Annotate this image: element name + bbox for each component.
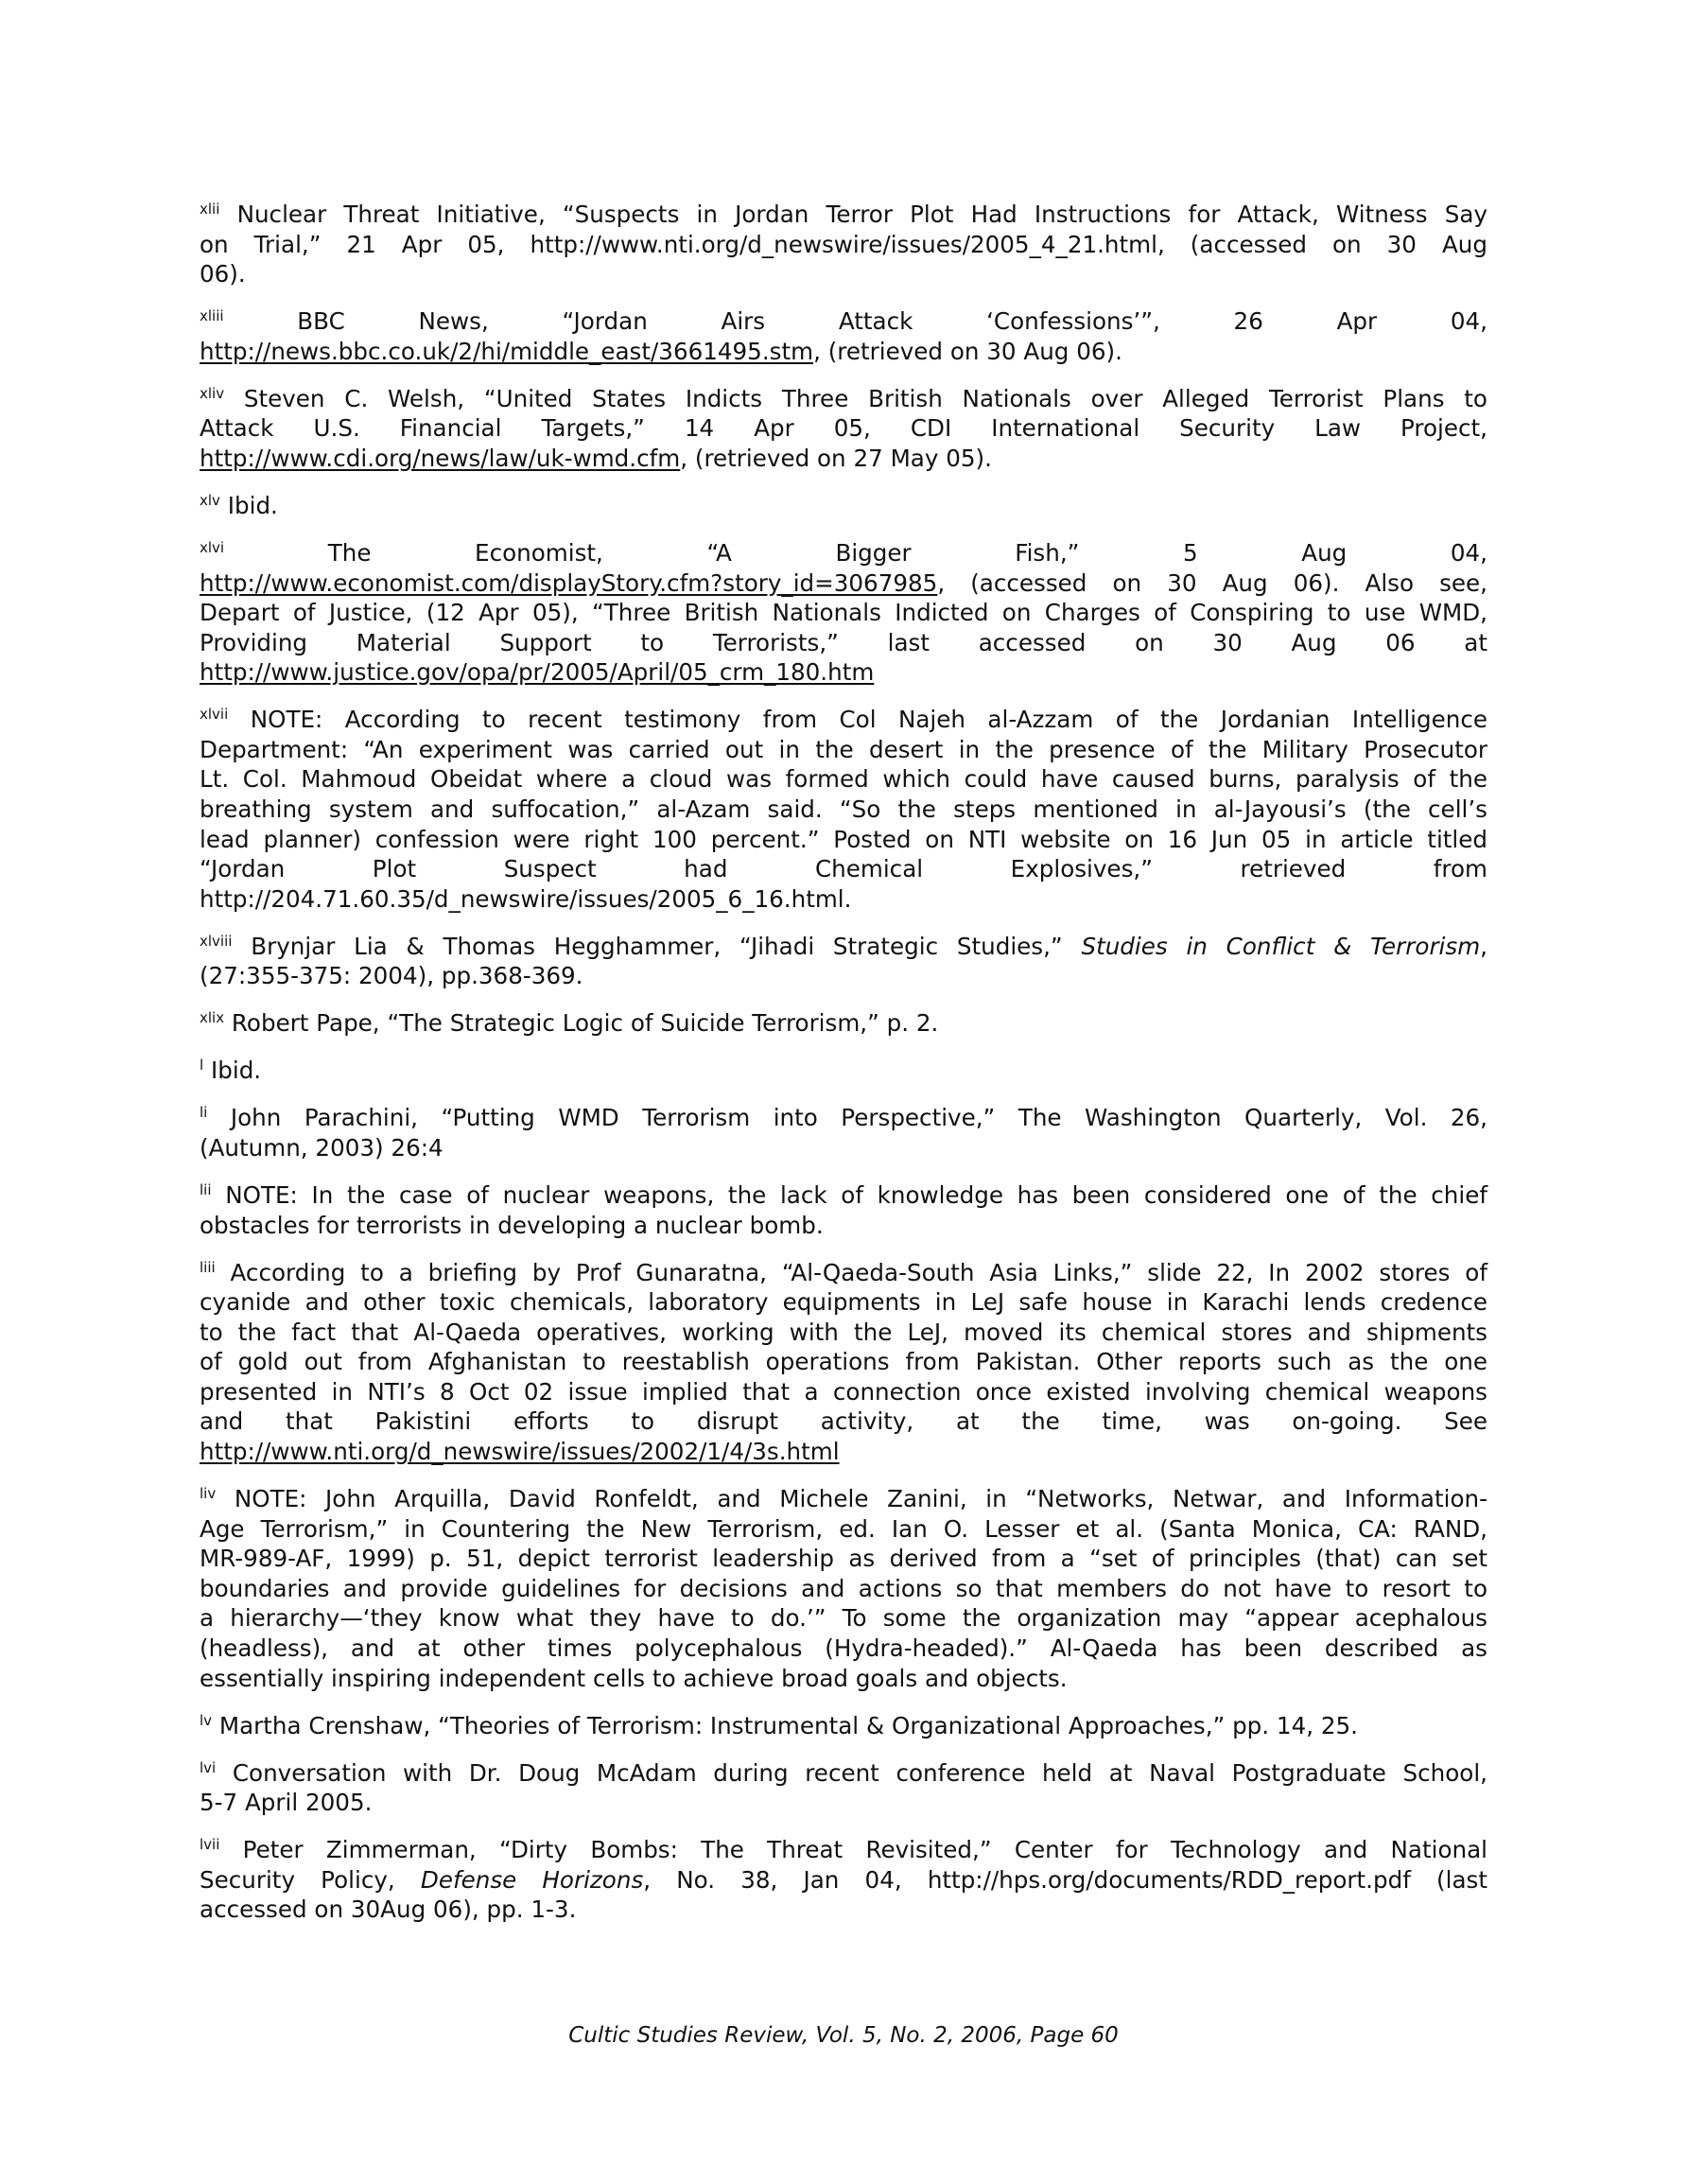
endnote-text: presented in NTI’s 8 Oct 02 issue implied that a connection once existed involving chemical weapons <box>200 1377 1487 1406</box>
endnote-line <box>200 825 1487 855</box>
endnote-line <box>200 932 1487 962</box>
endnote-link[interactable]: http://www.cdi.org/news/law/uk-wmd.cfm <box>200 444 681 472</box>
endnote <box>200 1056 1487 1086</box>
endnote-marker: xliv <box>200 384 225 402</box>
endnote-text: Ibid. <box>211 1057 262 1085</box>
endnote-link[interactable]: http://news.bbc.co.uk/2/hi/middle_east/3661495.stm <box>200 337 814 365</box>
endnote-line <box>200 1211 1487 1241</box>
endnote-line <box>200 1835 1487 1865</box>
endnote-line <box>200 1788 1487 1818</box>
endnote-text: 5-7 April 2005. <box>200 1789 373 1817</box>
endnote-line <box>200 1287 1487 1318</box>
endnote-link[interactable]: http://www.justice.gov/opa/pr/2005/April/05_crm_180.htm <box>200 658 875 687</box>
endnote <box>200 200 1487 289</box>
endnote-line <box>200 1711 1487 1741</box>
endnote-text: Martha Crenshaw, “Theories of Terrorism: Instrumental & Organizational Approaches,” pp. 14, 25. <box>218 1711 1358 1739</box>
endnote-text: a hierarchy—‘they know what they have to do.’” To some the organization may “appear acephalous <box>200 1604 1487 1633</box>
endnote-line <box>200 1544 1487 1574</box>
endnote-text: Steven C. Welsh, “United States Indicts Three British Nationals over Alleged Terrorist Plans to <box>243 384 1487 412</box>
endnote <box>200 932 1487 991</box>
endnote-text: Age Terrorism,” in Countering the New Terrorism, ed. Ian O. Lesser et al. (Santa Monica, CA: RAND, <box>200 1514 1487 1543</box>
endnote-text: of gold out from Afghanistan to reestablish operations from Pakistan. Other reports such as the one <box>200 1348 1487 1376</box>
endnote-text: “Jordan Plot Suspect had Chemical Explosives,” retrieved from <box>200 855 1487 883</box>
endnote <box>200 1258 1487 1467</box>
endnotes-list <box>200 200 1487 1942</box>
endnote-line <box>200 1056 1487 1086</box>
endnote-italic-title: Defense Horizons <box>420 1865 644 1894</box>
endnote-line <box>200 1514 1487 1545</box>
endnote-line <box>200 1634 1487 1664</box>
endnote-text: 06). <box>200 260 246 288</box>
endnote <box>200 491 1487 521</box>
endnote-text: Conversation with Dr. Doug McAdam during recent conference held at Naval Postgraduate School, <box>232 1758 1487 1787</box>
endnote-text: cyanide and other toxic chemicals, laboratory equipments in LeJ safe house in Karachi lends credence <box>200 1288 1487 1317</box>
endnote-text: , No. 38, Jan 04, http://hps.org/documents/RDD_report.pdf (last <box>643 1865 1487 1894</box>
endnote <box>200 384 1487 474</box>
endnote-marker: lvii <box>200 1836 220 1854</box>
endnote-text: Department: “An experiment was carried out in the desert in the presence of the Military Prosecutor <box>200 735 1487 763</box>
endnote <box>200 1711 1487 1741</box>
endnote <box>200 705 1487 914</box>
endnote-line <box>200 1437 1487 1467</box>
endnote-line <box>200 1008 1487 1039</box>
endnote-text: and that Pakistini efforts to disrupt activity, at the time, was on-going. See <box>200 1407 1487 1436</box>
endnote-marker: xlix <box>200 1009 225 1027</box>
endnote-text: Security Policy, <box>200 1865 421 1894</box>
endnote-line <box>200 1103 1487 1133</box>
endnote-marker: liii <box>200 1258 216 1276</box>
endnote-italic-title: Studies in Conflict & Terrorism <box>1081 932 1481 960</box>
endnote-text: NOTE: According to recent testimony from Col Najeh al-Azzam of the Jordanian Intelligence <box>250 706 1487 734</box>
endnote-line <box>200 1484 1487 1514</box>
endnote-marker: lv <box>200 1711 213 1729</box>
endnote-text: Brynjar Lia & Thomas Hegghammer, “Jihadi Strategic Studies,” <box>251 932 1082 960</box>
endnote-line <box>200 444 1487 474</box>
endnote <box>200 1008 1487 1039</box>
endnote-text: (Autumn, 2003) 26:4 <box>200 1133 443 1162</box>
endnote-line <box>200 598 1487 628</box>
endnote-line <box>200 1347 1487 1377</box>
endnote-line <box>200 1895 1487 1925</box>
endnote-text: , (retrieved on 27 May 05). <box>680 444 992 472</box>
endnote-text: , <box>1480 932 1487 960</box>
endnote-text: http://204.71.60.35/d_newswire/issues/2005_6_16.html. <box>200 884 852 913</box>
endnote-text: breathing system and suffocation,” al-Azam said. “So the steps mentioned in al-Jayousi’s (the cell’s <box>200 795 1487 824</box>
endnote-line <box>200 1664 1487 1694</box>
endnote-line <box>200 1377 1487 1407</box>
endnote-text: on Trial,” 21 Apr 05, http://www.nti.org/d_newswire/issues/2005_4_21.html, (accessed on 30 Aug <box>200 230 1487 258</box>
endnote-text: essentially inspiring independent cells to achieve broad goals and objects. <box>200 1664 1068 1692</box>
endnote-marker: xlii <box>200 201 220 218</box>
endnote-text: The Economist, “A Bigger Fish,” 5 Aug 04, <box>327 538 1487 567</box>
endnote <box>200 1835 1487 1925</box>
endnote-line <box>200 337 1487 367</box>
endnote-line <box>200 230 1487 260</box>
endnote-text: BBC News, “Jordan Airs Attack ‘Confessions’”, 26 Apr 04, <box>297 307 1487 336</box>
endnote-text: John Parachini, “Putting WMD Terrorism into Perspective,” The Washington Quarterly, Vol. 26, <box>230 1104 1487 1132</box>
endnote-line <box>200 384 1487 414</box>
endnote-marker: xliii <box>200 307 224 325</box>
endnote-text: Peter Zimmerman, “Dirty Bombs: The Threat Revisited,” Center for Technology and National <box>242 1836 1487 1864</box>
endnote-marker: xlviii <box>200 932 233 950</box>
endnote-line <box>200 1574 1487 1604</box>
endnote <box>200 1484 1487 1693</box>
endnote-text: Attack U.S. Financial Targets,” 14 Apr 05, CDI International Security Law Project, <box>200 414 1487 443</box>
endnote <box>200 538 1487 688</box>
endnote-line <box>200 884 1487 915</box>
endnote-line <box>200 1758 1487 1789</box>
endnote-text: (headless), and at other times polycephalous (Hydra-headed).” Al-Qaeda has been described as <box>200 1634 1487 1663</box>
endnote <box>200 1180 1487 1240</box>
endnote-text: boundaries and provide guidelines for decisions and actions so that members do not have to resort to <box>200 1574 1487 1602</box>
endnote-text: According to a briefing by Prof Gunaratna, “Al-Qaeda-South Asia Links,” slide 22, In 2002 stores of <box>230 1258 1487 1286</box>
endnote-marker: lii <box>200 1180 212 1198</box>
endnote <box>200 1103 1487 1162</box>
endnote <box>200 1758 1487 1818</box>
endnote-text: , (accessed on 30 Aug 06). Also see, <box>937 568 1487 597</box>
endnote-line <box>200 628 1487 658</box>
endnote-line <box>200 735 1487 765</box>
endnote-line <box>200 705 1487 735</box>
endnote-line <box>200 657 1487 688</box>
endnote-line <box>200 568 1487 599</box>
endnote-text: Nuclear Threat Initiative, “Suspects in Jordan Terror Plot Had Instructions for Attack, Witness Say <box>236 201 1487 228</box>
endnote-line <box>200 538 1487 568</box>
endnote-text: lead planner) confession were right 100 percent.” Posted on NTI website on 16 Jun 05 in article titled <box>200 825 1487 853</box>
endnote <box>200 306 1487 366</box>
endnote-text: Providing Material Support to Terrorists,” last accessed on 30 Aug 06 at <box>200 628 1487 656</box>
endnote-line <box>200 1133 1487 1163</box>
endnote-line <box>200 259 1487 289</box>
endnote-marker: li <box>200 1104 208 1122</box>
endnote-text: to the fact that Al-Qaeda operatives, working with the LeJ, moved its chemical stores and shipments <box>200 1318 1487 1346</box>
endnote-marker: l <box>200 1057 204 1075</box>
endnote-marker: xlv <box>200 491 220 509</box>
endnote-text: Robert Pape, “The Strategic Logic of Suicide Terrorism,” p. 2. <box>231 1009 939 1038</box>
endnote-text: NOTE: In the case of nuclear weapons, the lack of knowledge has been considered one of the chief <box>225 1180 1487 1209</box>
endnote-marker: xlvii <box>200 706 229 724</box>
endnote-line <box>200 306 1487 337</box>
endnote-line <box>200 413 1487 444</box>
endnote-line <box>200 1318 1487 1348</box>
endnote-marker: liv <box>200 1485 217 1503</box>
endnote-line <box>200 1603 1487 1634</box>
endnote-text: NOTE: John Arquilla, David Ronfeldt, and Michele Zanini, in “Networks, Netwar, and Information- <box>234 1485 1487 1513</box>
endnote-text: Ibid. <box>227 491 278 519</box>
endnote-text: MR-989-AF, 1999) p. 51, depict terrorist leadership as derived from a “set of principles (that) can set <box>200 1545 1487 1573</box>
endnote-link[interactable]: http://www.economist.com/displayStory.cfm?story_id=3067985 <box>200 568 938 597</box>
endnote-link[interactable]: http://www.nti.org/d_newswire/issues/2002/1/4/3s.html <box>200 1438 840 1466</box>
endnote-marker: xlvi <box>200 538 225 556</box>
endnote-line <box>200 961 1487 991</box>
endnote-line <box>200 200 1487 230</box>
endnote-text: Depart of Justice, (12 Apr 05), “Three British Nationals Indicted on Charges of Conspiring to use WMD, <box>200 599 1487 627</box>
endnote-line <box>200 1180 1487 1211</box>
endnote-text: (27:355-375: 2004), pp.368-369. <box>200 962 583 990</box>
endnote-text: Lt. Col. Mahmoud Obeidat where a cloud was formed which could have caused burns, paralysis of the <box>200 765 1487 794</box>
endnote-line <box>200 795 1487 825</box>
endnote-line <box>200 1865 1487 1896</box>
endnote-text: , (retrieved on 30 Aug 06). <box>813 337 1122 365</box>
endnote-text: accessed on 30Aug 06), pp. 1-3. <box>200 1896 577 1924</box>
page-footer: Cultic Studies Review, Vol. 5, No. 2, 2006, Page 60 <box>568 2023 1119 2048</box>
endnote-line <box>200 1258 1487 1288</box>
endnote-text: obstacles for terrorists in developing a nuclear bomb. <box>200 1211 824 1239</box>
endnote-marker: lvi <box>200 1758 217 1776</box>
endnote-line <box>200 491 1487 521</box>
endnote-line <box>200 1406 1487 1437</box>
endnote-line <box>200 764 1487 795</box>
endnote-line <box>200 854 1487 884</box>
